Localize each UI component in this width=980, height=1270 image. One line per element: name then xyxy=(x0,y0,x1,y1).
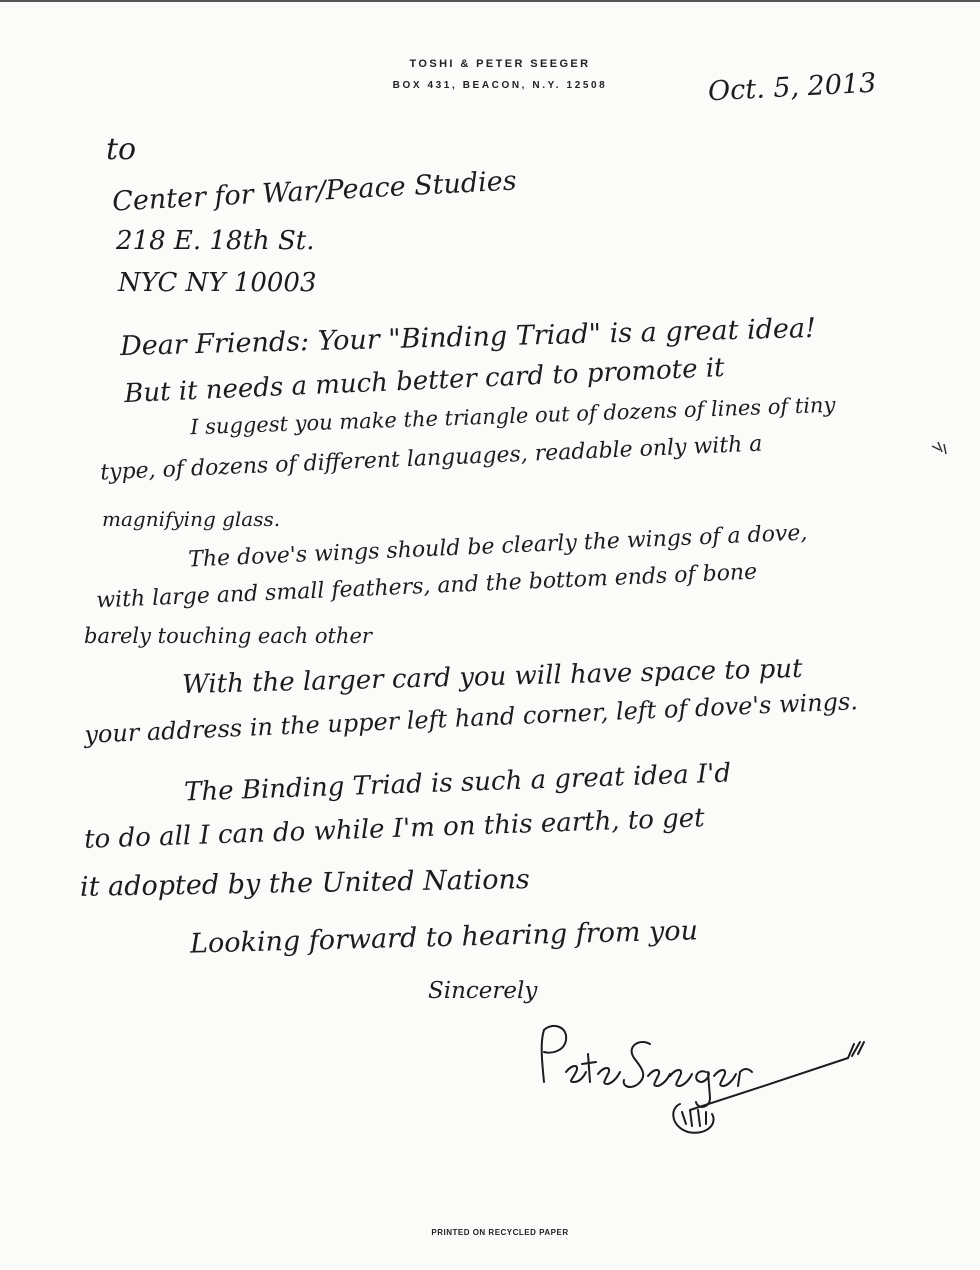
body-line-5: magnifying glass. xyxy=(102,507,281,531)
body-line-8: barely touching each other xyxy=(84,624,372,648)
body-line-2: But it needs a much better card to promote it xyxy=(123,352,726,410)
letterhead-names: TOSHI & PETER SEEGER xyxy=(409,58,591,70)
signature xyxy=(530,1002,890,1142)
recipient-line-1: Center for War/Peace Studies xyxy=(111,165,518,218)
recipient-to: to xyxy=(106,132,137,167)
letterhead-address: BOX 431, BEACON, N.Y. 12508 xyxy=(392,80,608,91)
body-line-4: type, of dozens of different languages, readable only with a xyxy=(99,431,763,486)
body-line-1: Dear Friends: Your "Binding Triad" is a great idea! xyxy=(119,312,817,363)
footer-note: PRINTED ON RECYCLED PAPER xyxy=(431,1228,569,1237)
body-line-7: with large and small feathers, and the bottom ends of bone xyxy=(95,559,758,614)
body-line-6: The dove's wings should be clearly the wings of a dove, xyxy=(187,520,808,573)
body-line-13: it adopted by the United Nations xyxy=(79,864,531,903)
recipient-line-3: NYC NY 10003 xyxy=(118,268,317,298)
body-line-14: Looking forward to hearing from you xyxy=(189,915,699,960)
closing: Sincerely xyxy=(428,978,538,1004)
body-line-10: your address in the upper left hand corner, left of dove's wings. xyxy=(83,687,859,749)
body-line-12: to do all I can do while I'm on this earth, to get xyxy=(83,803,706,855)
body-line-11: The Binding Triad is such a great idea I'd xyxy=(183,758,732,808)
signature-drawing xyxy=(530,1002,890,1142)
letter-date: Oct. 5, 2013 xyxy=(707,67,878,108)
body-line-3: I suggest you make the triangle out of dozens of lines of tiny xyxy=(189,392,836,440)
recipient-line-2: 218 E. 18th St. xyxy=(116,226,315,256)
letterhead xyxy=(330,58,670,91)
ink-smudge xyxy=(928,434,958,464)
body-line-9: With the larger card you will have space to put xyxy=(181,653,803,701)
